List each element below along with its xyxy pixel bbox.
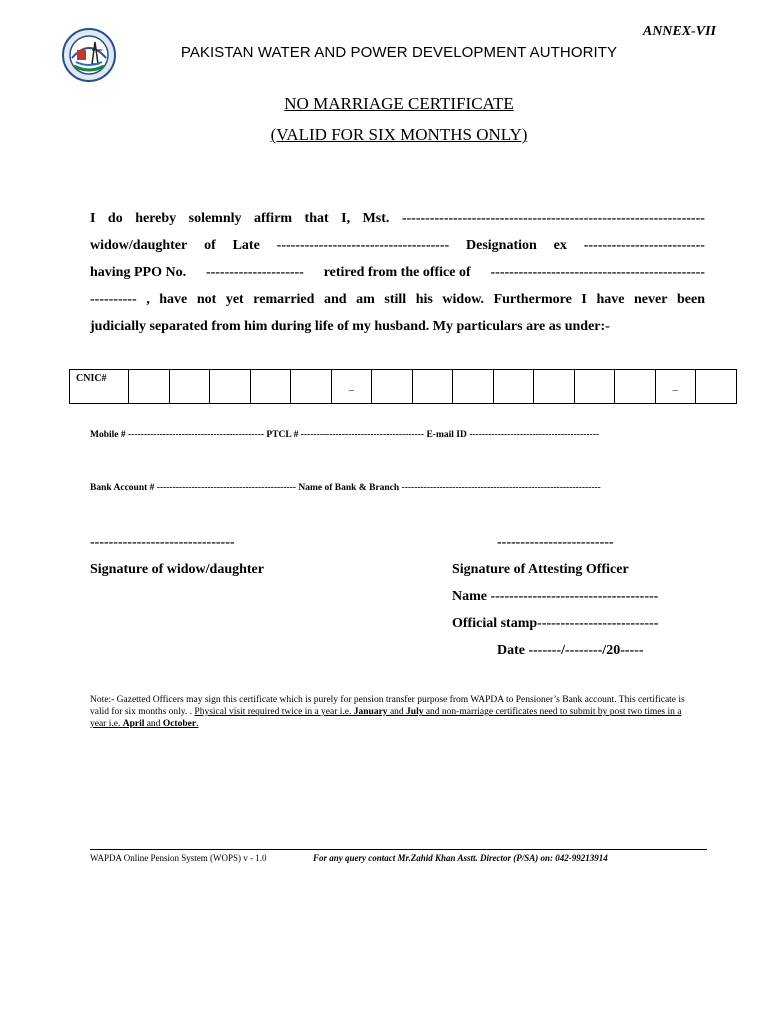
officer-signature-line[interactable]: -------------------------: [497, 535, 614, 550]
footer-system-name: WAPDA Online Pension System (WOPS) v - 1.0: [90, 853, 267, 863]
cnic-digit-cell[interactable]: [210, 370, 251, 404]
declaration-line-4: ---------- , have not yet remarried and am still his widow. Furthermore I have never been: [90, 292, 705, 307]
annex-label: ANNEX-VII: [642, 24, 716, 39]
footer-query-contact: For any query contact Mr.Zahid Khan Asstt. Director (P/SA) on: 042-99213914: [313, 853, 608, 863]
cnic-digit-cell[interactable]: [493, 370, 534, 404]
cnic-digit-cell[interactable]: [412, 370, 453, 404]
contact-fields-line[interactable]: Mobile # ------------------------------------------- PTCL # --------------------------------------- E-mail ID -----------------------------------------: [90, 430, 599, 440]
date-field[interactable]: Date -------/--------/20-----: [497, 643, 644, 658]
footer-divider: [90, 849, 707, 850]
widow-signature-line[interactable]: -------------------------------: [90, 535, 235, 550]
bank-fields-line[interactable]: Bank Account # -------------------------------------------- Name of Bank & Branch ---------------------------------------------------------------: [90, 483, 601, 493]
cnic-digit-cell[interactable]: [534, 370, 575, 404]
declaration-line-1: I do hereby solemnly affirm that I, Mst. -----------------------------------------------------------------: [90, 211, 705, 226]
cnic-digit-cell[interactable]: [169, 370, 210, 404]
declaration-line-2: widow/daughter of Late ------------------------------------- Designation ex --------------------------: [90, 238, 705, 253]
cnic-separator-cell: _: [331, 370, 372, 404]
widow-signature-label: Signature of widow/daughter: [90, 562, 264, 577]
cnic-digit-cell[interactable]: [574, 370, 615, 404]
cnic-digit-cell[interactable]: [696, 370, 737, 404]
note-text: Note:- Gazetted Officers may sign this certificate which is purely for pension transfer purpose from WAPDA to Pensioner’s Bank account. This certificate is valid for six months only. . Physical visit required twice in a year i.e. January and July and non-marriage certificates need to submit by post two times in a year i.e. April and October.: [90, 695, 685, 729]
cnic-digit-cell[interactable]: [129, 370, 170, 404]
certificate-validity: (VALID FOR SIX MONTHS ONLY): [270, 125, 528, 144]
cnic-digit-cell[interactable]: [291, 370, 332, 404]
organization-name: PAKISTAN WATER AND POWER DEVELOPMENT AUTHORITY: [180, 44, 618, 61]
cnic-digit-cell[interactable]: [453, 370, 494, 404]
officer-signature-label: Signature of Attesting Officer: [452, 562, 629, 577]
cnic-label: CNIC#: [70, 370, 129, 404]
declaration-line-3: having PPO No. --------------------- retired from the office of ----------------------------------------------: [90, 265, 705, 280]
officer-name-field[interactable]: Name ------------------------------------: [452, 589, 659, 604]
cnic-separator-cell: _: [655, 370, 696, 404]
declaration-paragraph: [90, 205, 705, 340]
cnic-digit-cell[interactable]: [250, 370, 291, 404]
cnic-digit-cell[interactable]: [615, 370, 656, 404]
certificate-title: NO MARRIAGE CERTIFICATE: [284, 94, 514, 113]
official-stamp-field[interactable]: Official stamp--------------------------: [452, 616, 659, 631]
cnic-digit-cell[interactable]: [372, 370, 413, 404]
declaration-line-5: judicially separated from him during life of my husband. My particulars are as under:-: [90, 319, 610, 334]
cnic-grid: [69, 369, 737, 404]
